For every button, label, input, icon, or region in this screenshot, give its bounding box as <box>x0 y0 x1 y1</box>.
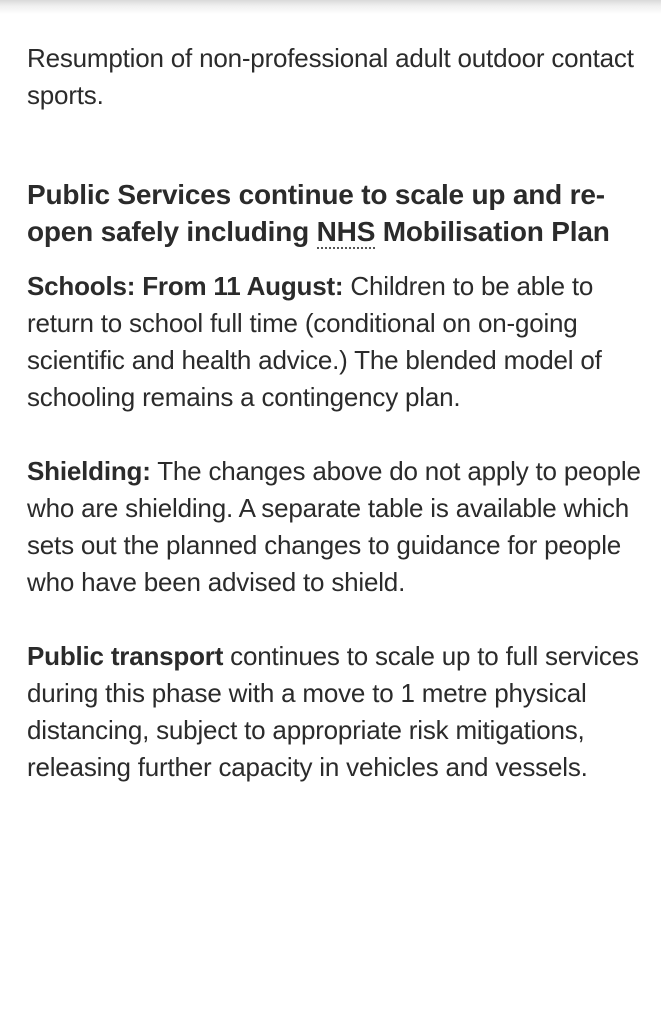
heading-text-after: Mobilisation Plan <box>375 216 610 247</box>
schools-text: Children to be able to return to school full time (conditional on on-going scientific and health advice.) The blended model of schooling remains a contingency plan. <box>27 271 602 412</box>
intro-paragraph: Resumption of non-professional adult outdoor contact sports. <box>27 43 634 110</box>
shielding-label: Shielding: <box>27 456 151 486</box>
article-content <box>27 40 647 823</box>
top-bar-shadow <box>0 0 661 14</box>
transport-text: continues to scale up to full services during this phase with a move to 1 metre physical distancing, subject to appropriate risk mitigations, releasing further capacity in vehicles and vessels. <box>27 641 639 782</box>
schools-label: Schools: From 11 August: <box>27 271 344 301</box>
schools-paragraph <box>27 268 647 416</box>
shielding-text: The changes above do not apply to people who are shielding. A separate table is available which sets out the planned changes to guidance for people who have been advised to shield. <box>27 456 641 597</box>
shielding-paragraph <box>27 453 647 601</box>
nhs-abbreviation[interactable]: NHS <box>316 216 376 247</box>
transport-paragraph <box>27 638 647 786</box>
heading-text-before: Public Services continue to scale up and re-open safely including <box>27 179 605 247</box>
section-heading <box>27 176 647 250</box>
transport-label: Public transport <box>27 641 224 671</box>
